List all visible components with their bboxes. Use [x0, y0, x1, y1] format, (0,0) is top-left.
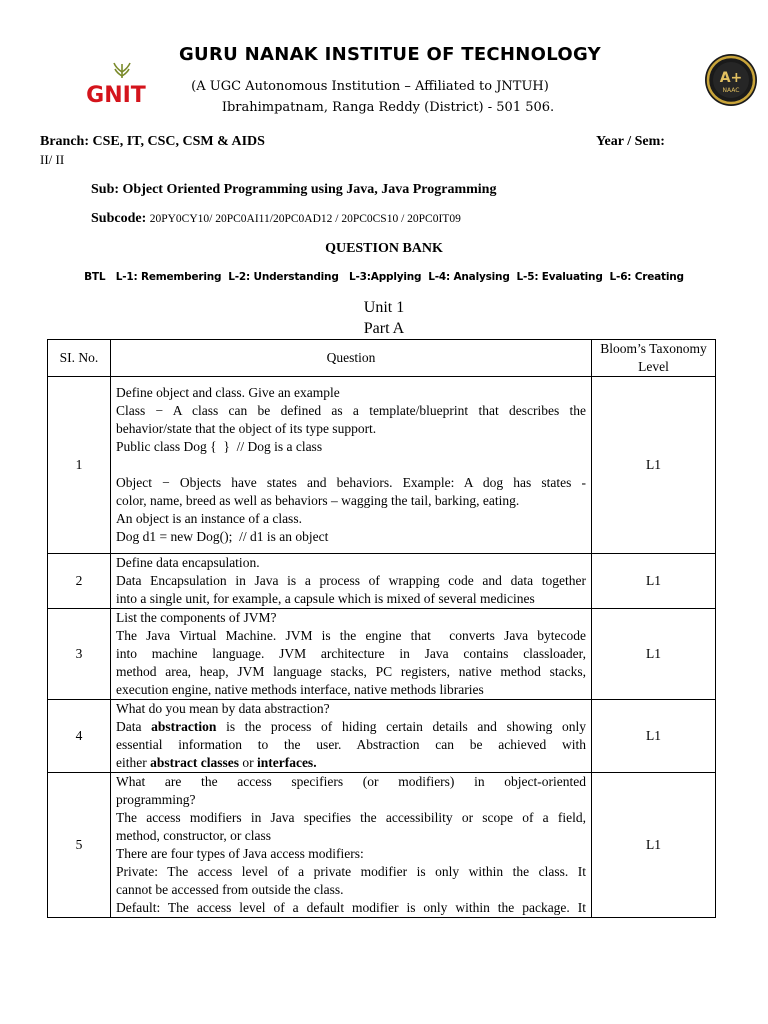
question-bank-heading: QUESTION BANK	[325, 241, 443, 256]
question-line: Object − Objects have states and behaviors. Example: A dog has states -	[116, 475, 586, 490]
row-question	[111, 609, 592, 700]
question-line: List the components of JVM?	[116, 610, 277, 625]
question-line: execution engine, native methods interface, native methods libraries	[116, 682, 484, 697]
question-line: Define data encapsulation.	[116, 555, 260, 570]
subcode-line	[91, 211, 461, 227]
branch-value: CSE, IT, CSC, CSM & AIDS	[92, 134, 265, 149]
question-line: into machine language. JVM architecture in Java contains classloader,	[116, 646, 586, 661]
bold-term: abstraction	[151, 719, 217, 734]
header-level: Bloom’s Taxonomy Level	[592, 340, 716, 377]
part-heading: Part A	[363, 320, 405, 337]
question-line: What are the access specifiers (or modifiers) in object-oriented	[116, 774, 586, 789]
question-line: There are four types of Java access modifiers:	[116, 846, 364, 861]
branch-line	[40, 134, 265, 150]
question-line: Define object and class. Give an example	[116, 385, 340, 400]
row-sno: 5	[48, 773, 111, 918]
table-row	[48, 554, 716, 609]
year-sem-label: Year / Sem:	[596, 134, 665, 149]
naac-badge-icon	[704, 53, 758, 107]
text-segment: either	[116, 755, 151, 770]
table-row	[48, 700, 716, 773]
college-affiliation: (A UGC Autonomous Institution – Affiliated to JNTUH)	[191, 79, 549, 94]
question-line: into a single unit, for example, a capsule which is mixed of several medicines	[116, 591, 535, 606]
question-line: Class − A class can be defined as a template/blueprint that describes the	[116, 403, 586, 418]
row-level: L1	[592, 554, 716, 609]
row-level: L1	[592, 773, 716, 918]
question-line: essential information to the user. Abstraction can be achieved with	[116, 737, 586, 752]
branch-label: Branch:	[40, 134, 89, 149]
question-line: Dog d1 = new Dog(); // d1 is an object	[116, 529, 329, 544]
question-line: What do you mean by data abstraction?	[116, 701, 330, 716]
text-segment: or	[238, 755, 257, 770]
row-question	[111, 773, 592, 918]
row-sno: 3	[48, 609, 111, 700]
bold-term: abstract classes	[150, 755, 239, 770]
text-segment: is the process of hiding certain details and showing only	[216, 719, 586, 734]
row-question	[111, 377, 592, 554]
row-question	[111, 700, 592, 773]
question-line: The access modifiers in Java specifies the accessibility or scope of a field,	[116, 810, 586, 825]
subject-title: Sub: Object Oriented Programming using Java, Java Programming	[91, 182, 497, 197]
row-level: L1	[592, 700, 716, 773]
question-line: method, constructor, or class	[116, 828, 272, 843]
row-question	[111, 554, 592, 609]
subcode-label: Subcode:	[91, 211, 147, 226]
question-line: behavior/state that the object of its type support.	[116, 421, 377, 436]
question-line: Default: The access level of a default modifier is only within the package. It	[116, 900, 586, 915]
svg-text:GNIT: GNIT	[86, 83, 146, 108]
question-line: An object is an instance of a class.	[116, 511, 302, 526]
question-gap	[116, 456, 586, 474]
table-row	[48, 377, 716, 554]
college-name: GURU NANAK INSTITUE OF TECHNOLOGY	[178, 44, 602, 65]
question-line: method area, heap, JVM language stacks, PC registers, native method stacks,	[116, 664, 586, 679]
question-line: Public class Dog { } // Dog is a class	[116, 439, 323, 454]
table-row	[48, 773, 716, 918]
header-sno: SI. No.	[48, 340, 111, 377]
question-line	[116, 754, 586, 772]
question-line	[116, 718, 586, 736]
bold-term: interfaces.	[256, 755, 317, 770]
unit-heading: Unit 1	[363, 299, 405, 316]
subcode-value: 20PY0CY10/ 20PC0AI11/20PC0AD12 / 20PC0CS10 / 20PC0IT09	[149, 213, 461, 225]
question-line: The Java Virtual Machine. JVM is the engine that converts Java bytecode	[116, 628, 586, 643]
row-sno: 2	[48, 554, 111, 609]
question-line: programming?	[116, 792, 196, 807]
question-table	[47, 339, 716, 918]
row-level: L1	[592, 609, 716, 700]
table-header-row	[48, 340, 716, 377]
svg-text:NAAC: NAAC	[722, 87, 740, 94]
header-question: Question	[111, 340, 592, 377]
btl-legend: BTL L-1: Remembering L-2: Understanding L-3:Applying L-4: Analysing L-5: Evaluating L-6: Creating	[84, 271, 684, 283]
question-line: Private: The access level of a private modifier is only within the class. It	[116, 864, 586, 879]
table-row	[48, 609, 716, 700]
row-level: L1	[592, 377, 716, 554]
row-sno: 1	[48, 377, 111, 554]
page-header	[0, 0, 768, 130]
year-sem-value: II/ II	[40, 152, 65, 167]
question-line: Data Encapsulation in Java is a process of wrapping code and data together	[116, 573, 586, 588]
text-segment: Data	[116, 719, 152, 734]
college-address: Ibrahimpatnam, Ranga Reddy (District) - 501 506.	[221, 100, 555, 115]
svg-text:A+: A+	[719, 70, 743, 86]
row-sno: 4	[48, 700, 111, 773]
question-line: cannot be accessed from outside the class.	[116, 882, 344, 897]
question-line: color, name, breed as well as behaviors – wagging the tail, barking, eating.	[116, 493, 520, 508]
